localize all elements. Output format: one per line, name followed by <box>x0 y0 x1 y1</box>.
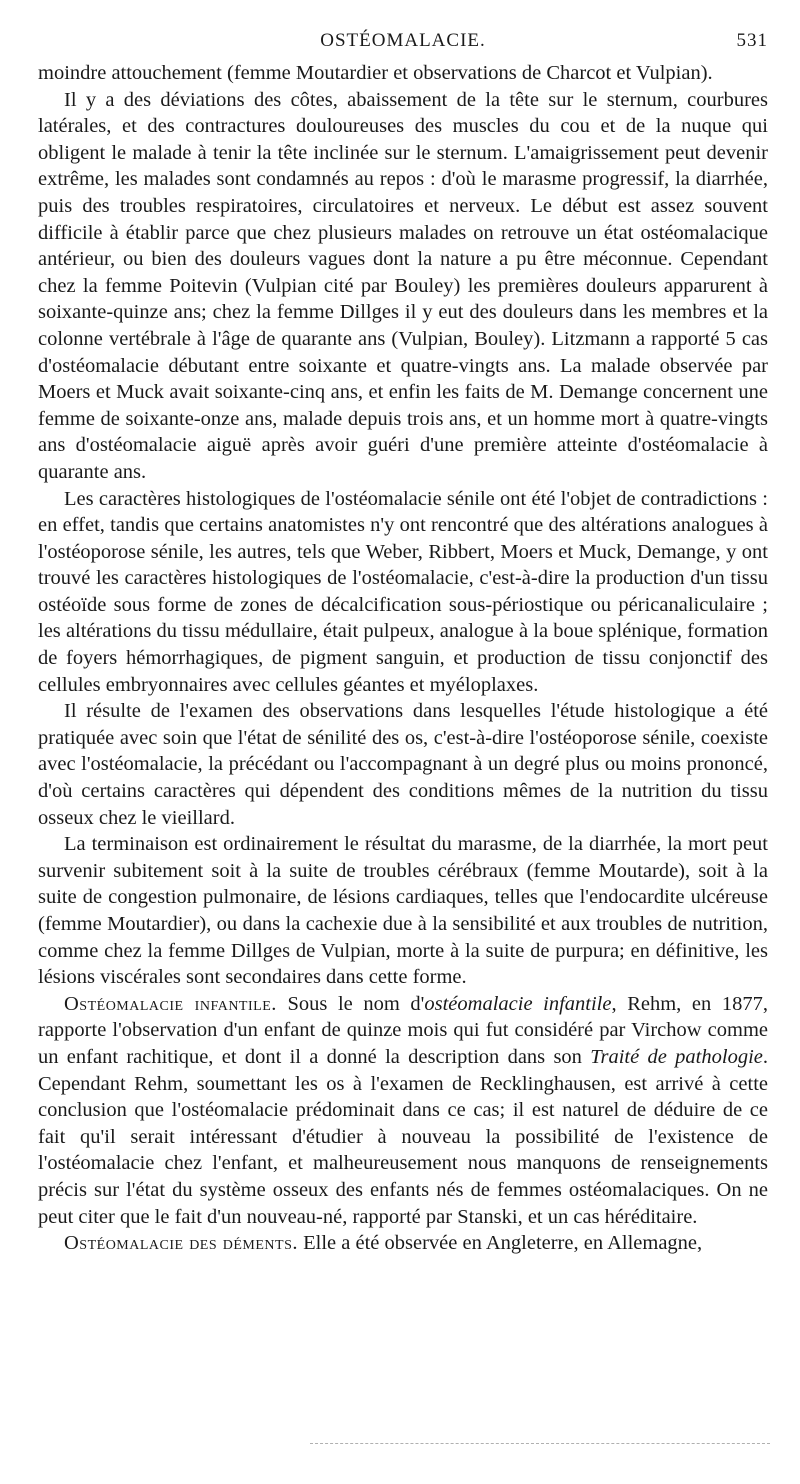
paragraph-infantile <box>38 991 768 1230</box>
running-header <box>38 30 768 60</box>
paragraph-termination: La terminaison est ordinairement le résultat du marasme, de la diarrhée, la mort peut survenir subitement soit à la suite de troubles cérébraux (femme Moutarde), soit à la suite de congestion pulmonaire, de lésions cardiaques, telles que l'endocardite ulcéreuse (femme Moutardier), ou dans la cachexie due à la sensibilité et aux troubles de nutrition, comme chez la femme Dillges de Vulpian, morte à la suite de purpura; en définitive, les lésions viscérales sont secondaires dans cette forme. <box>38 833 768 989</box>
infantile-text-2: , Rehm, en 1877, rapporte l'observation d'un enfant de quinze mois qui fut considéré par Virchow comme un enfant rachitique, et dont il a donné la description dans son <box>38 992 768 1068</box>
dements-text: Elle a été observée en Angleterre, en Allemagne, <box>303 1232 703 1255</box>
page-title: OSTÉOMALACIE. <box>320 30 486 51</box>
section-heading-dements: Ostéomalacie des déments. <box>64 1232 299 1255</box>
infantile-text-1: Sous le nom d' <box>287 992 425 1015</box>
paragraph-continuation: moindre attouchement (femme Moutardier et observations de Charcot et Vulpian). <box>38 62 713 84</box>
document-page <box>38 30 768 1257</box>
paragraph-symptoms: Il y a des déviations des côtes, abaissement de la tête sur le sternum, courbures latérales, et des contractures douloureuses des muscles du cou et de la nuque qui obligent le malade à tenir la tête inclinée sur le sternum. L'amaigrissement peut devenir extrême, les malades sont condamnés au repos : d'où le marasme progressif, la diarrhée, puis des troubles respiratoires, circulatoires et nerveux. Le début est assez souvent difficile à établir parce que chez plusieurs malades on retrouve un état ostéomalacique antérieur, ou bien des douleurs vagues dont la nature a pu être méconnue. Cependant chez la femme Poitevin (Vulpian cité par Bouley) les premières douleurs apparurent à soixante-quinze ans; chez la femme Dillges il y eut des douleurs dans les membres et la colonne vertébrale à l'âge de quarante ans (Vulpian, Bouley). Litzmann a rapporté 5 cas d'ostéomalacie débutant entre soixante et quatre-vingts ans. La malade observée par Moers et Muck avait soixante-cinq ans, et enfin les faits de M. Demange concernent une femme de soixante-onze ans, malade depuis trois ans, et un homme mort à quatre-vingts ans d'ostéomalacie aiguë après avoir guéri d'une première atteinte d'ostéomalacie à quarante ans. <box>38 88 768 483</box>
book-title: Traité de pathologie <box>590 1045 763 1068</box>
section-heading-infantile: Ostéomalacie infantile. <box>64 992 277 1015</box>
page-number: 531 <box>736 30 768 51</box>
infantile-term: ostéomalacie infantile <box>424 992 612 1015</box>
paragraph-dements <box>38 1230 768 1257</box>
paragraph-senility: Il résulte de l'examen des observations dans lesquelles l'étude histologique a été pratiquée avec soin que l'état de sénilité des os, c'est-à-dire l'ostéoporose sénile, coexiste avec l'ostéomalacie, la précédant ou l'accompagnant à un degré plus ou moins prononcé, d'où certains caractères qui dépendent des conditions mêmes de la nutrition du tissu osseux chez le vieillard. <box>38 700 768 829</box>
footer-dotted-rule <box>310 1443 770 1444</box>
infantile-text-3: . Cependant Rehm, soumettant les os à l'examen de Recklinghausen, est arrivé à cette conclusion que l'ostéomalacie prédominait dans ce cas; il est naturel de déduire de ce fait qu'il serait intéressant d'étudier à nouveau la possibilité de l'existence de l'ostéomalacie chez l'enfant, et malheureusement nous manquons de renseignements précis sur l'état du système osseux des enfants nés de femmes ostéomalaciques. On ne peut citer que le fait d'un nouveau-né, rapporté par Stanski, et un cas héréditaire. <box>38 1045 768 1228</box>
paragraph-histology: Les caractères histologiques de l'ostéomalacie sénile ont été l'objet de contradictions : en effet, tandis que certains anatomistes n'y ont rencontré que des altérations analogues à l'ostéoporose sénile, les autres, tels que Weber, Ribbert, Moers et Muck, Demange, y ont trouvé les caractères histologiques de l'ostéomalacie, c'est-à-dire la production d'un tissu ostéoïde sous forme de zones de décalcification sous-périostique ou péricanaliculaire ; les altérations du tissu médullaire, était pulpeux, analogue à la boue splénique, formation de foyers hémorrhagiques, de pigment sanguin, et production de tissu conjonctif des cellules embryonnaires avec cellules géantes et myéloplaxes. <box>38 487 768 696</box>
